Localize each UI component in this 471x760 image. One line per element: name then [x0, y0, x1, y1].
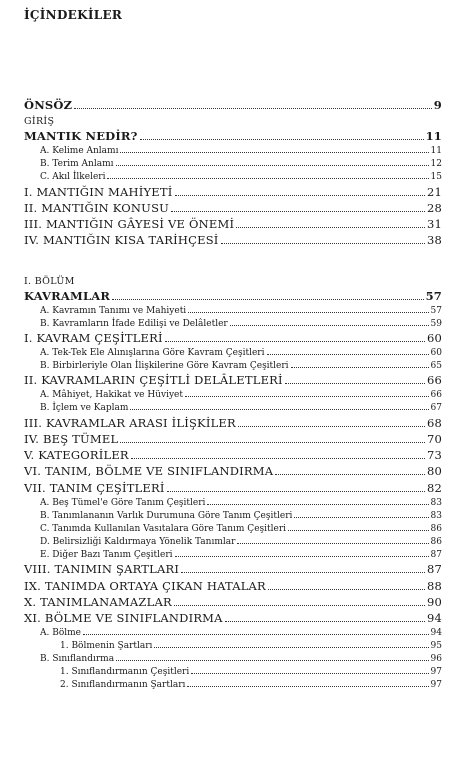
- dot-leader: [112, 290, 423, 300]
- toc-entry-title: I. MANTIĞIN MAHİYETİ: [24, 184, 173, 199]
- toc-entry-title: IV. BEŞ TÜMEL: [24, 432, 119, 447]
- toc-entry-title: KAVRAMLAR: [24, 288, 111, 303]
- toc-entry[interactable]: [24, 580, 442, 593]
- dot-leader: [174, 596, 425, 606]
- toc-entry-page: 83: [430, 510, 442, 521]
- dot-leader: [275, 466, 425, 476]
- dot-leader: [225, 612, 425, 622]
- toc-entry[interactable]: [24, 680, 442, 691]
- toc-entry[interactable]: [24, 627, 442, 638]
- toc-entry-title: D. Belirsizliği Kaldırmaya Yönelik Tanımlar: [40, 536, 236, 547]
- toc-entry[interactable]: [24, 172, 442, 183]
- dot-leader: [188, 305, 428, 313]
- dot-leader: [107, 172, 428, 180]
- dot-leader: [291, 360, 429, 368]
- toc-entry[interactable]: [24, 218, 442, 231]
- dot-leader: [171, 202, 425, 212]
- toc-entry[interactable]: [24, 290, 442, 303]
- toc-entry-title: A. Mâhiyet, Hakikat ve Hüviyet: [40, 390, 183, 401]
- toc-entry-page: 87: [426, 562, 442, 577]
- toc-entry-page: 95: [430, 641, 442, 652]
- toc-entry-page: 65: [430, 361, 442, 372]
- toc-entry-page: 66: [430, 390, 442, 401]
- dot-leader: [83, 627, 429, 635]
- toc-entry-page: 82: [426, 480, 442, 495]
- toc-entry[interactable]: [24, 612, 442, 625]
- toc-entry[interactable]: [24, 549, 442, 560]
- toc-entry[interactable]: [24, 234, 442, 247]
- toc-entry-page: 12: [430, 159, 442, 170]
- toc-entry-page: 31: [426, 217, 442, 232]
- toc-entry-page: 66: [426, 373, 442, 388]
- dot-leader: [187, 680, 428, 688]
- toc-entry[interactable]: [24, 653, 442, 664]
- dot-leader: [165, 332, 425, 342]
- toc-entry-page: 15: [430, 172, 442, 183]
- toc-entry-title: V. KATEGORİLER: [24, 448, 129, 463]
- toc-entry-title: E. Diğer Bazı Tanım Çeşitleri: [40, 550, 173, 561]
- toc-entry-page: 9: [433, 98, 442, 112]
- toc-entry[interactable]: [24, 449, 442, 462]
- toc-entry-page: 97: [430, 680, 442, 691]
- dot-leader: [285, 375, 425, 385]
- toc-entry[interactable]: [24, 347, 442, 358]
- toc-entry[interactable]: [24, 305, 442, 316]
- toc-entry-title: A. Beş Tümel'e Göre Tanım Çeşitleri: [40, 497, 206, 508]
- toc-entry[interactable]: [24, 417, 442, 430]
- section-label: GİRİŞ: [24, 116, 55, 128]
- toc-entry-page: 70: [426, 432, 442, 447]
- toc-entry-page: 59: [430, 318, 442, 329]
- toc-entry-page: 60: [430, 347, 442, 358]
- toc-entry-page: 38: [426, 233, 442, 248]
- toc-entry-page: 68: [426, 415, 442, 430]
- toc-entry-title: B. Tanımlananın Varlık Durumuna Göre Tanım Çeşitleri: [40, 510, 293, 521]
- toc-entry-page: 60: [426, 331, 442, 345]
- toc-entry[interactable]: [24, 360, 442, 371]
- toc-entry-page: 97: [430, 667, 442, 678]
- dot-leader: [267, 347, 429, 355]
- toc-entry-title: A. Kelime Anlamı: [40, 146, 119, 157]
- toc-entry-title: C. Akıl İlkeleri: [40, 172, 106, 183]
- toc-entry-title: B. Kavramların İfade Edilişi ve Delâletler: [40, 318, 228, 329]
- toc-entry[interactable]: [24, 465, 442, 478]
- toc-entry-title: XI. BÖLME VE SINIFLANDIRMA: [24, 611, 223, 626]
- toc-entry-title: A. Bölme: [40, 628, 81, 638]
- toc-entry-page: 80: [426, 464, 442, 479]
- toc-entry[interactable]: [24, 390, 442, 401]
- toc-entry-title: B. Terim Anlamı: [40, 159, 114, 170]
- toc-entry-title: B. Sınıflandırma: [40, 654, 115, 665]
- toc-entry[interactable]: [24, 667, 442, 678]
- toc-entry[interactable]: [24, 202, 442, 215]
- dot-leader: [120, 433, 425, 443]
- toc-entry-title: IX. TANIMDA ORTAYA ÇIKAN HATALAR: [24, 578, 266, 593]
- toc-entry[interactable]: [24, 186, 442, 199]
- toc-entry-page: 94: [426, 611, 442, 626]
- toc-entry-title: ÖNSÖZ: [24, 98, 73, 112]
- toc-entry-title: B. İçlem ve Kaplam: [40, 403, 129, 414]
- toc-entry[interactable]: [24, 640, 442, 651]
- toc-entry[interactable]: [24, 318, 442, 329]
- dot-leader: [185, 390, 429, 398]
- dot-leader: [167, 482, 425, 492]
- dot-leader: [131, 450, 425, 460]
- dot-leader: [230, 318, 429, 326]
- toc-entry[interactable]: [24, 536, 442, 547]
- toc-entry-page: 86: [430, 523, 442, 534]
- toc-entry[interactable]: [24, 403, 442, 414]
- toc-entry-title: 2. Sınıflandırmanın Şartları: [60, 680, 186, 691]
- section-label: I. BÖLÜM: [24, 275, 75, 287]
- toc-entry[interactable]: [24, 130, 442, 143]
- dot-leader: [175, 186, 425, 196]
- toc-entry-page: 90: [426, 594, 442, 609]
- toc-entry-page: 28: [426, 200, 442, 215]
- dot-leader: [207, 497, 428, 505]
- toc-entry-page: 83: [430, 497, 442, 508]
- toc-entry[interactable]: [24, 497, 442, 508]
- dot-leader: [130, 403, 428, 411]
- toc-entry-page: 96: [430, 654, 442, 665]
- toc-entry-title: II. KAVRAMLARIN ÇEŞİTLİ DELÂLETLERİ: [24, 373, 283, 388]
- toc-entry-page: 11: [425, 129, 442, 144]
- dot-leader: [288, 523, 429, 531]
- toc-entry-title: I. KAVRAM ÇEŞİTLERİ: [24, 331, 163, 345]
- toc-entry-title: 1. Sınıflandırmanın Çeşitleri: [60, 667, 190, 678]
- toc-entry-page: 86: [430, 536, 442, 547]
- toc-entry-title: VIII. TANIMIN ŞARTLARI: [24, 562, 180, 577]
- toc-entry-title: III. KAVRAMLAR ARASI İLİŞKİLER: [24, 415, 236, 430]
- dot-leader: [181, 564, 425, 574]
- dot-leader: [294, 510, 428, 518]
- toc-entry[interactable]: [24, 433, 442, 446]
- dot-leader: [175, 549, 429, 557]
- toc-entry-title: B. Birbirleriyle Olan İlişkilerine Göre Kavram Çeşitleri: [40, 361, 289, 372]
- toc-entry-title: VI. TANIM, BÖLME VE SINIFLANDIRMA: [24, 464, 274, 479]
- dot-leader: [74, 99, 432, 109]
- toc-entry-page: 11: [430, 146, 442, 157]
- toc-entry[interactable]: [24, 596, 442, 609]
- toc-entry-title: A. Kavramın Tanımı ve Mahiyeti: [40, 305, 187, 316]
- toc-entry-page: 21: [426, 184, 442, 199]
- table-of-contents: [24, 96, 442, 691]
- toc-entry[interactable]: [24, 523, 442, 534]
- toc-entry-title: X. TANIMLANAMAZLAR: [24, 594, 172, 609]
- toc-entry[interactable]: [24, 510, 442, 521]
- dot-leader: [116, 653, 428, 661]
- dot-leader: [140, 131, 424, 141]
- toc-entry[interactable]: [24, 159, 442, 170]
- dot-leader: [154, 640, 428, 648]
- toc-entry[interactable]: [24, 482, 442, 495]
- toc-entry-page: 87: [430, 550, 442, 561]
- toc-entry-page: 94: [430, 628, 442, 638]
- dot-leader: [268, 580, 425, 590]
- toc-entry-page: 67: [430, 403, 442, 414]
- toc-entry-title: C. Tanımda Kullanılan Vasıtalara Göre Tanım Çeşitleri: [40, 523, 287, 534]
- toc-entry[interactable]: [24, 374, 442, 387]
- dot-leader: [237, 536, 428, 544]
- dot-leader: [221, 235, 425, 245]
- toc-entry-title: IV. MANTIĞIN KISA TARİHÇESİ: [24, 233, 219, 248]
- section-spacer: [24, 248, 442, 272]
- toc-entry-title: A. Tek-Tek Ele Alınışlarına Göre Kavram Çeşitleri: [40, 347, 265, 358]
- toc-entry[interactable]: [24, 332, 442, 345]
- toc-entry[interactable]: [24, 99, 442, 112]
- toc-entry-title: 1. Bölmenin Şartları: [60, 641, 153, 652]
- toc-entry-title: MANTIK NEDİR?: [24, 129, 138, 144]
- page-title: İÇİNDEKİLER: [24, 8, 123, 22]
- toc-entry-title: II. MANTIĞIN KONUSU: [24, 200, 170, 215]
- dot-leader: [238, 417, 425, 427]
- toc-entry-page: 88: [426, 578, 442, 593]
- toc-entry-page: 57: [430, 305, 442, 316]
- toc-entry[interactable]: [24, 145, 442, 156]
- dot-leader: [236, 219, 425, 229]
- toc-entry-title: VII. TANIM ÇEŞİTLERİ: [24, 480, 165, 495]
- toc-entry-title: III. MANTIĞIN GÂYESİ VE ÖNEMİ: [24, 217, 235, 232]
- toc-entry-page: 57: [425, 288, 442, 303]
- dot-leader: [191, 667, 428, 675]
- dot-leader: [120, 145, 428, 153]
- dot-leader: [116, 159, 429, 167]
- toc-entry-page: 73: [426, 448, 442, 463]
- toc-entry[interactable]: [24, 563, 442, 576]
